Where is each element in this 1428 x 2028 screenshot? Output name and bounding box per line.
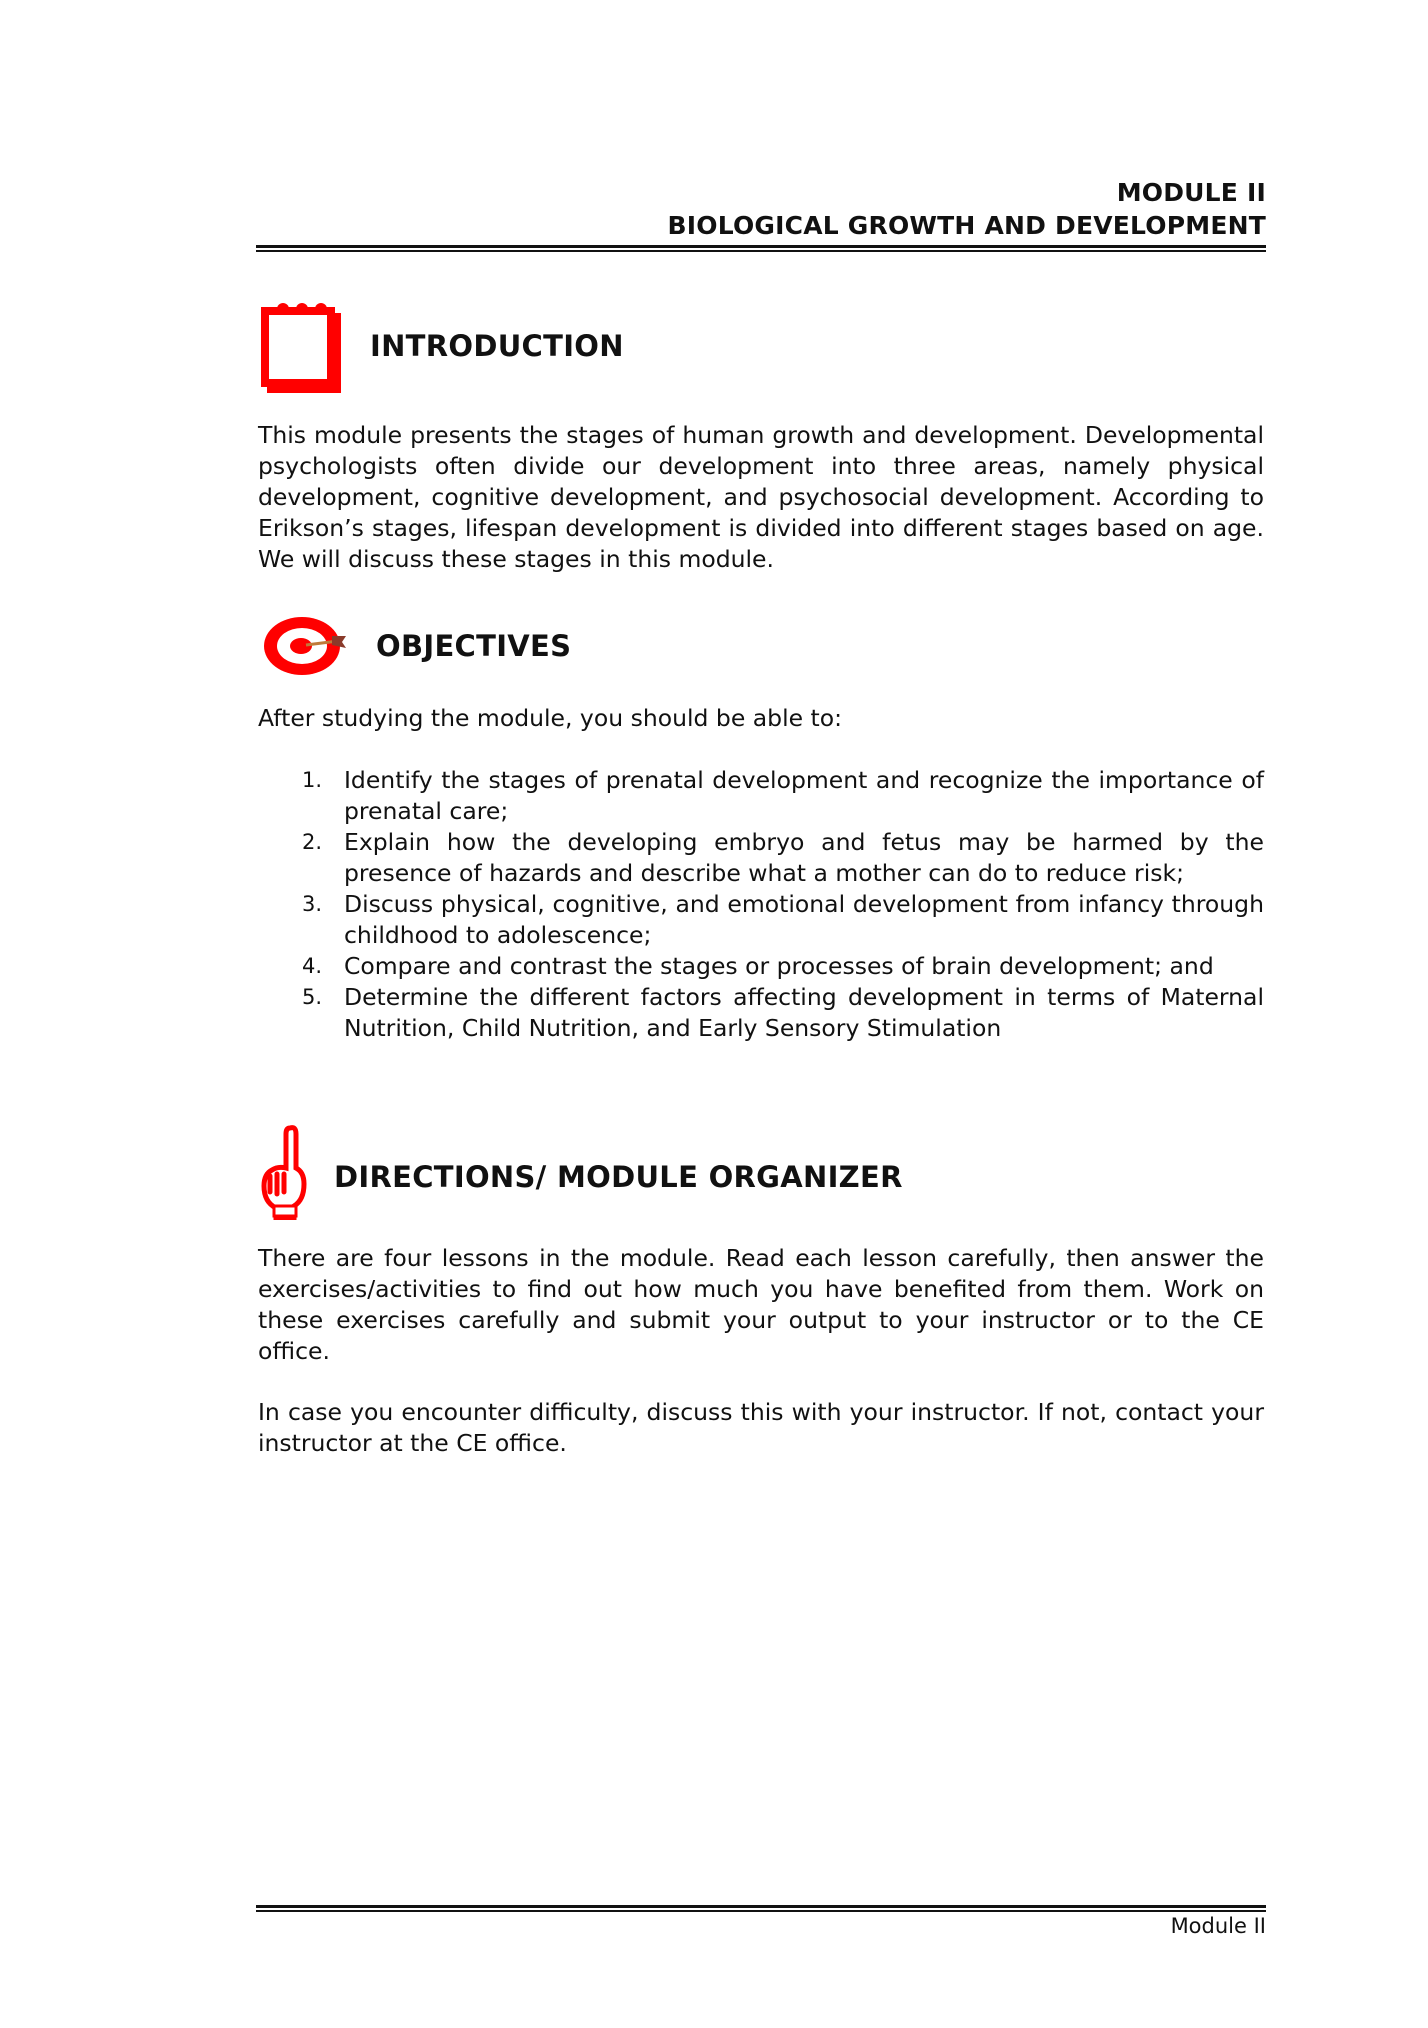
objective-number: 4. (302, 954, 323, 978)
introduction-heading: INTRODUCTION (370, 329, 624, 363)
objectives-heading: OBJECTIVES (376, 629, 572, 663)
objective-item (258, 765, 1264, 827)
page-header (256, 176, 1266, 242)
objective-number: 3. (302, 892, 323, 916)
objective-item (258, 951, 1264, 982)
objective-text: Determine the different factors affecting development in terms of Maternal Nutrition, Child Nutrition, and Early Sensory Stimulation (344, 983, 1264, 1042)
objective-text: Identify the stages of prenatal development and recognize the importance of prenatal care; (344, 766, 1264, 825)
header-divider (256, 245, 1266, 252)
objective-number: 2. (302, 830, 323, 854)
objective-text: Explain how the developing embryo and fetus may be harmed by the presence of hazards and describe what a mother can do to reduce risk; (344, 828, 1264, 887)
module-number: MODULE II (1116, 178, 1266, 207)
objective-item (258, 982, 1264, 1044)
objectives-heading-row (262, 614, 571, 678)
introduction-body: This module presents the stages of human growth and development. Developmental psychologists often divide our development into three areas, namely physical development, cognitive development, and psychosocial development. According to Erikson’s stages, lifespan development is divided into different stages based on age. We will discuss these stages in this module. (258, 421, 1264, 573)
directions-paragraph-1: There are four lessons in the module. Read each lesson carefully, then answer the exercises/activities to find out how much you have benefited from them. Work on these exercises carefully and submit your output to your instructor or to the CE office. (258, 1244, 1264, 1365)
objectives-lead: After studying the module, you should be able to: (258, 704, 843, 732)
footer-divider (256, 1905, 1266, 1912)
directions-heading-row (258, 1124, 903, 1220)
notepad-icon (258, 296, 346, 396)
directions-paragraph-2: In case you encounter difficulty, discuss this with your instructor. If not, contact your instructor at the CE office. (258, 1398, 1264, 1457)
introduction-heading-row (258, 296, 624, 396)
objective-text: Compare and contrast the stages or processes of brain development; and (344, 952, 1214, 980)
target-icon (262, 614, 350, 678)
objectives-list (258, 765, 1264, 1044)
objective-item (258, 827, 1264, 889)
objective-number: 1. (302, 768, 323, 792)
objective-number: 5. (302, 985, 323, 1009)
module-title: BIOLOGICAL GROWTH AND DEVELOPMENT (667, 211, 1266, 240)
footer-module-label: Module II (1170, 1914, 1266, 1938)
pointing-hand-icon (258, 1124, 310, 1220)
objective-text: Discuss physical, cognitive, and emotional development from infancy through childhood to adolescence; (344, 890, 1264, 949)
directions-heading: DIRECTIONS/ MODULE ORGANIZER (334, 1160, 903, 1194)
objective-item (258, 889, 1264, 951)
